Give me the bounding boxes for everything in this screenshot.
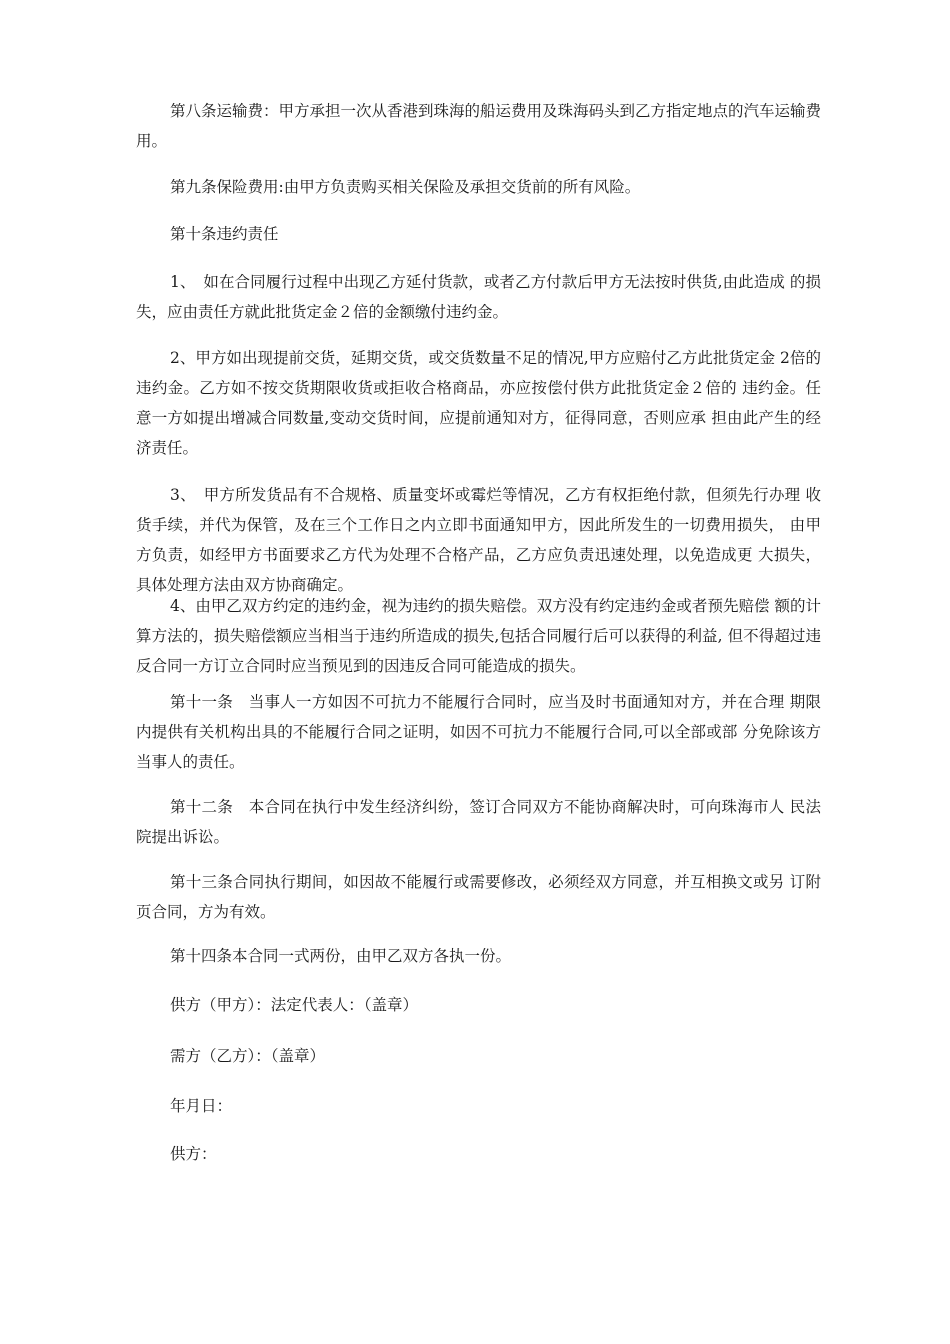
clause-14-copies: 第十四条本合同一式两份，由甲乙双方各执一份。	[170, 947, 512, 965]
clause-10-item-4: 4、由甲乙双方约定的违约金，视为违约的损失赔偿。双方没有约定违约金或者预先赔偿 额的计算方法的，损失赔偿额应当相当于违约所造成的损失,包括合同履行后可以获得的利益, 但不得超过违反合同一方订立合同时应当预见到的因违反合同可能造成的损失。	[136, 597, 821, 675]
signature-supplier-party-a: 供方（甲方）：法定代表人：（盖章）	[170, 996, 419, 1014]
clause-10-item-2: 2、甲方如出现提前交货，延期交货，或交货数量不足的情况,甲方应赔付乙方此批货定金 2倍的违约金。乙方如不按交货期限收货或拒收合格商品，亦应按偿付供方此批货定金２倍的 违约金。任意一方如提出增减合同数量,变动交货时间，应提前通知对方，征得同意，否则应承 担由此产生的经济责任。	[136, 349, 821, 457]
signature-date: 年月日：	[170, 1097, 233, 1115]
clause-10-item-3: 3、 甲方所发货品有不合规格、质量变坏或霉烂等情况，乙方有权拒绝付款，但须先行办理 收货手续，并代为保管，及在三个工作日之内立即书面通知甲方，因此所发生的一切费用损失， 由甲方负责，如经甲方书面要求乙方代为处理不合格产品，乙方应负责迅速处理，以免造成更 大损失，具体处理方法由双方协商确定。	[136, 486, 821, 594]
clause-10-item-1: 1、 如在合同履行过程中出现乙方延付货款，或者乙方付款后甲方无法按时供货,由此造成 的损失，应由责任方就此批货定金２倍的金额缴付违约金。	[136, 273, 821, 321]
clause-12-dispute: 第十二条 本合同在执行中发生经济纠纷，签订合同双方不能协商解决时，可向珠海市人 民法院提出诉讼。	[136, 798, 821, 846]
clause-13-amendment: 第十三条合同执行期间，如因故不能履行或需要修改，必须经双方同意，并互相换文或另 订附页合同，方为有效。	[136, 873, 821, 921]
clause-9-insurance: 第九条保险费用:由甲方负责购买相关保险及承担交货前的所有风险。	[170, 178, 641, 196]
clause-11-force-majeure: 第十一条 当事人一方如因不可抗力不能履行合同时，应当及时书面通知对方，并在合理 期限内提供有关机构出具的不能履行合同之证明，如因不可抗力不能履行合同,可以全部或部 分免除该方当事人的责任。	[136, 693, 821, 771]
signature-supplier: 供方：	[170, 1145, 217, 1163]
signature-buyer-party-b: 需方（乙方）：（盖章）	[170, 1047, 326, 1065]
clause-10-heading: 第十条违约责任	[170, 225, 279, 243]
clause-8-transport-fee: 第八条运输费：甲方承担一次从香港到珠海的船运费用及珠海码头到乙方指定地点的汽车运输费用。	[136, 102, 822, 150]
